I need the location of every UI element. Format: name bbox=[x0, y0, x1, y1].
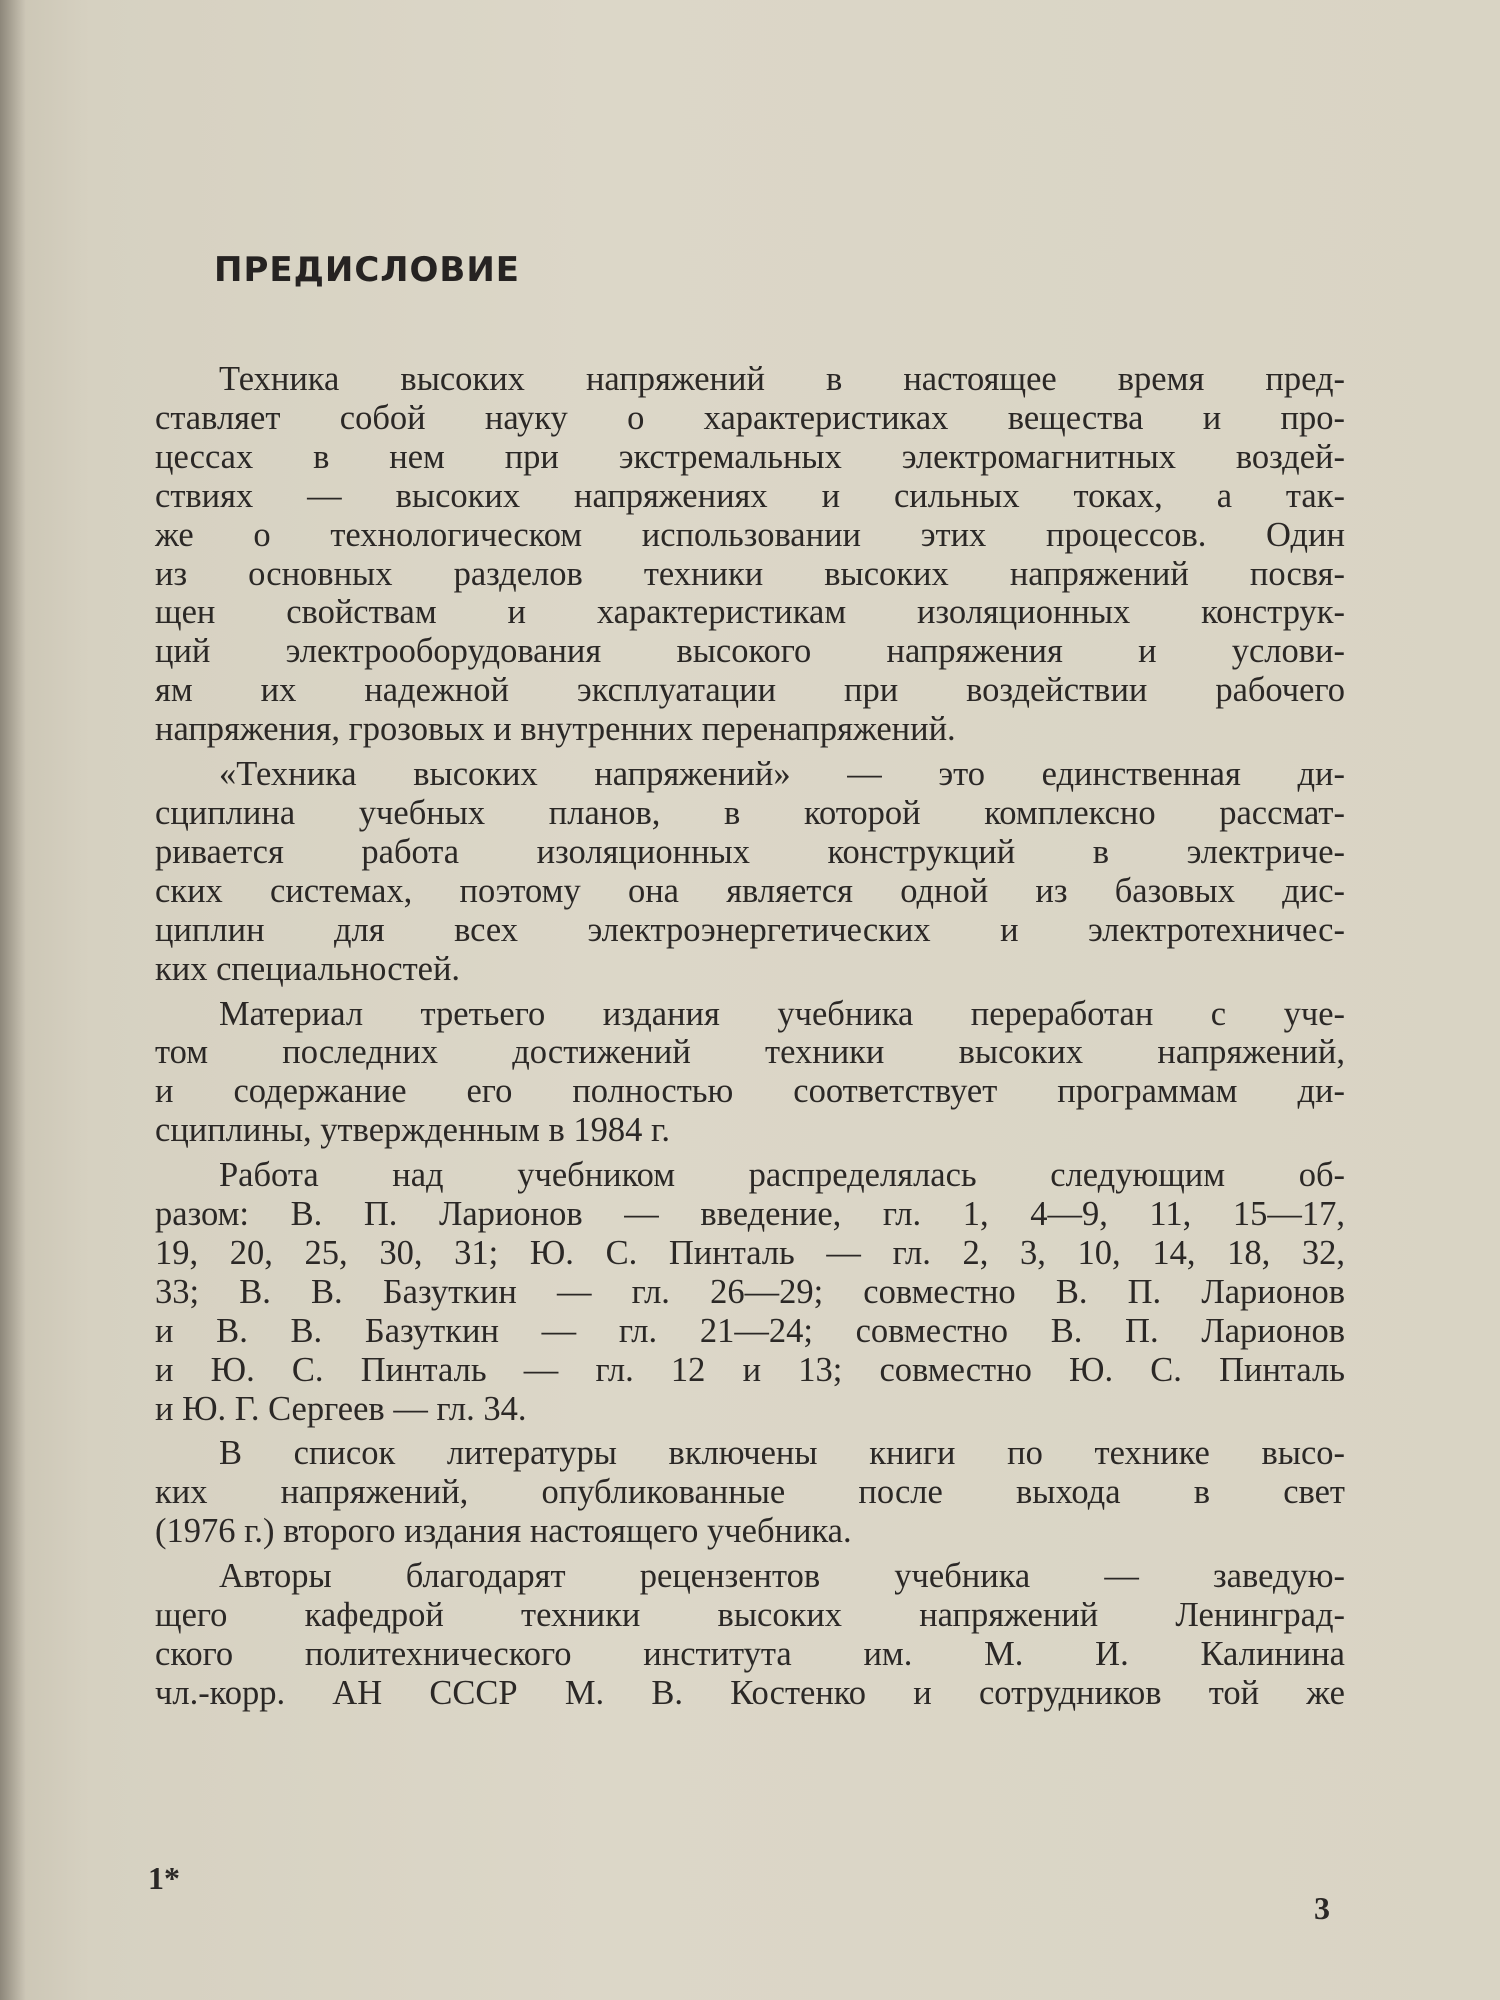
text-line: чл.-корр. АН СССР М. В. Костенко и сотрудников той же bbox=[155, 1673, 1345, 1712]
paragraph bbox=[155, 1434, 1345, 1551]
text-line: Техника высоких напряжений в настоящее время пред- bbox=[219, 360, 1345, 398]
text-line: ций электрооборудования высокого напряжения и услови- bbox=[155, 632, 1345, 671]
text-line: ских системах, поэтому она является одной из базовых дис- bbox=[155, 871, 1345, 910]
paragraph bbox=[155, 995, 1345, 1151]
text-line: и Ю. С. Пинталь — гл. 12 и 13; совместно Ю. С. Пинталь bbox=[155, 1350, 1345, 1389]
text-line: Материал третьего издания учебника переработан с уче- bbox=[219, 994, 1345, 1033]
paragraph bbox=[155, 1156, 1345, 1428]
text-line: и содержание его полностью соответствует программам ди- bbox=[155, 1072, 1345, 1111]
text-line: щен свойствам и характеристикам изоляционных конструк- bbox=[155, 593, 1345, 632]
paragraph bbox=[155, 360, 1345, 749]
text-line: ского политехнического института им. М. И. Калинина bbox=[155, 1635, 1345, 1673]
text-line: ких напряжений, опубликованные после выхода в свет bbox=[155, 1473, 1345, 1512]
text-line: том последних достижений техники высоких напряжений, bbox=[155, 1033, 1345, 1072]
text-line: же о технологическом использовании этих процессов. Один bbox=[155, 515, 1345, 554]
paragraph bbox=[155, 755, 1345, 988]
text-line: сциплина учебных планов, в которой комплексно рассмат- bbox=[155, 793, 1345, 832]
text-line: циплин для всех электроэнергетических и электротехничес- bbox=[155, 910, 1345, 949]
text-line: Работа над учебником распределялась следующим об- bbox=[219, 1156, 1345, 1195]
text-line: (1976 г.) второго издания настоящего учебника. bbox=[155, 1512, 852, 1551]
text-line: ривается работа изоляционных конструкций в электриче- bbox=[155, 832, 1345, 871]
text-line: В список литературы включены книги по технике высо- bbox=[219, 1434, 1345, 1473]
text-line: ям их надежной эксплуатации при воздействии рабочего bbox=[155, 671, 1345, 710]
text-line: разом: В. П. Ларионов — введение, гл. 1, 4—9, 11, 15—17, bbox=[155, 1195, 1345, 1234]
page-number: 3 bbox=[1314, 1890, 1330, 1926]
text-line: напряжения, грозовых и внутренних перенапряжений. bbox=[155, 710, 956, 749]
text-line: и В. В. Базуткин — гл. 21—24; совместно В. П. Ларионов bbox=[155, 1311, 1345, 1350]
text-line: «Техника высоких напряжений» — это единственная ди- bbox=[219, 755, 1345, 794]
text-line: ставляет собой науку о характеристиках вещества и про- bbox=[155, 398, 1345, 437]
body-text bbox=[155, 360, 1345, 1719]
text-line: сциплины, утвержденным в 1984 г. bbox=[155, 1111, 670, 1150]
text-line: 19, 20, 25, 30, 31; Ю. С. Пинталь — гл. 2, 3, 10, 14, 18, 32, bbox=[155, 1233, 1345, 1272]
paragraph bbox=[155, 1557, 1345, 1713]
text-line: из основных разделов техники высоких напряжений посвя- bbox=[155, 554, 1345, 593]
text-line: цессах в нем при экстремальных электромагнитных воздей- bbox=[155, 437, 1345, 476]
text-line: 33; В. В. Базуткин — гл. 26—29; совместно В. П. Ларионов bbox=[155, 1272, 1345, 1311]
text-line: щего кафедрой техники высоких напряжений Ленинград- bbox=[155, 1596, 1345, 1635]
page-heading: ПРЕДИСЛОВИЕ bbox=[214, 250, 521, 290]
text-line: Авторы благодарят рецензентов учебника — заведую- bbox=[219, 1557, 1345, 1596]
page-binding-edge bbox=[0, 0, 26, 2000]
text-line: ствиях — высоких напряжениях и сильных токах, а так- bbox=[155, 476, 1345, 515]
text-line: ких специальностей. bbox=[155, 949, 461, 988]
signature-mark: 1* bbox=[148, 1860, 180, 1896]
text-line: и Ю. Г. Сергеев — гл. 34. bbox=[155, 1389, 527, 1428]
